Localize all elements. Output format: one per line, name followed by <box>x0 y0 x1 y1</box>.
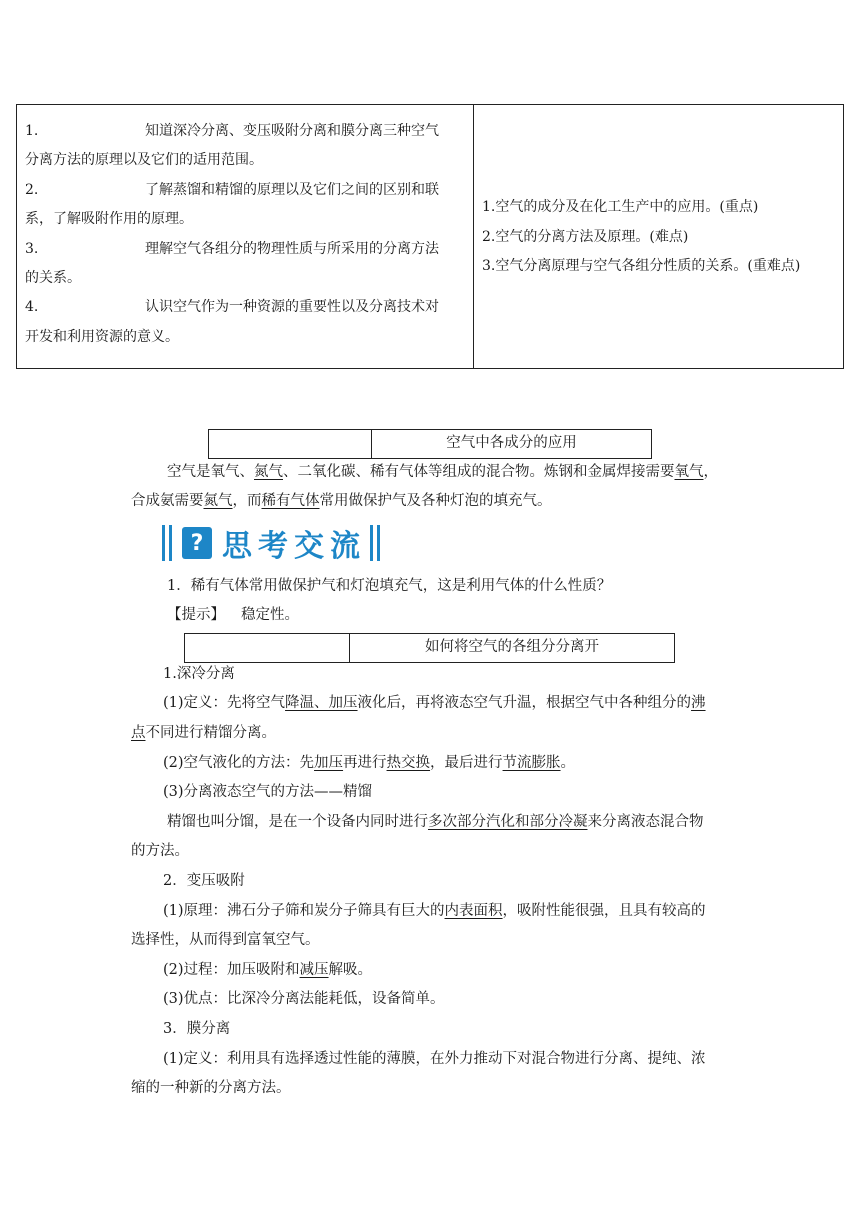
text: ， <box>703 464 718 480</box>
text: ，最后进行 <box>430 755 503 771</box>
subsection-heading: 3．膜分离 <box>163 1021 231 1037</box>
objective-text: 了解蒸馏和精馏的原理以及它们之间的区别和联 <box>145 181 439 198</box>
objective-text: 理解空气各组分的物理性质与所采用的分离方法 <box>145 240 439 257</box>
text: ，吸附性能很强，且具有较高的 <box>502 903 706 919</box>
fill-blank: 多次部分汽化和部分冷凝 <box>428 814 588 830</box>
fill-blank: 稀有气体 <box>261 493 320 509</box>
text: 合成氨需要 <box>131 493 204 509</box>
objective-item <box>25 235 465 294</box>
text: 精馏也叫分馏，是在一个设备内同时进行 <box>167 814 428 830</box>
think-hint <box>167 600 299 630</box>
objectives-table <box>16 104 844 369</box>
text: 空气是氧气、 <box>167 464 254 480</box>
objective-number: 2. <box>25 181 39 198</box>
fill-blank: 氮气 <box>254 464 283 480</box>
paragraph-cont: 缩的一种新的分离方法。 <box>131 1080 291 1096</box>
think-exchange-banner <box>162 521 384 565</box>
fill-blank: 氮气 <box>203 493 233 509</box>
paragraph-cont: 选择性，从而得到富氧空气。 <box>131 932 320 948</box>
fill-blank: 氧气 <box>674 464 704 480</box>
text: (2)过程：加压吸附和 <box>163 962 300 978</box>
fill-blank: 热交换 <box>386 755 431 771</box>
fill-blank: 加压 <box>314 755 344 771</box>
banner-bar <box>162 525 165 561</box>
paragraph <box>163 748 575 778</box>
fill-blank: 沸 <box>691 695 706 711</box>
paragraph <box>163 688 706 718</box>
text: (2)空气液化的方法：先 <box>163 755 315 771</box>
objective-text-cont: 开发和利用资源的意义。 <box>25 328 179 345</box>
paragraph-cont: 的方法。 <box>131 843 189 859</box>
text: 常用做保护气及各种灯泡的填充气。 <box>319 493 552 509</box>
objective-text: 知道深冷分离、变压吸附分离和膜分离三种空气 <box>145 123 439 139</box>
section1-paragraph-line2 <box>131 486 751 516</box>
text: 来分离液态混合物 <box>587 814 704 830</box>
section-header-blank <box>209 430 372 458</box>
text: 液化后，再将液态空气升温，根据空气中各种组分的 <box>357 695 692 711</box>
text: 、二氧化碳、稀有气体等组成的混合物。炼钢和金属焊接需要 <box>283 464 675 480</box>
banner-bar <box>377 525 380 561</box>
text: 再进行 <box>343 755 387 771</box>
fill-blank: 减压 <box>299 962 329 978</box>
key-point: 2.空气的分离方法及原理。(难点) <box>482 228 689 245</box>
paragraph <box>163 896 706 926</box>
objective-text-cont: 分离方法的原理以及它们的适用范围。 <box>25 152 263 169</box>
key-point: 3.空气分离原理与空气各组分性质的关系。(重难点) <box>482 258 801 274</box>
text: 解吸。 <box>328 962 373 978</box>
paragraph <box>163 955 372 985</box>
section1-paragraph-line1 <box>167 457 767 487</box>
banner-bar <box>169 525 172 561</box>
text: 。 <box>560 755 576 771</box>
banner-bar <box>370 525 373 561</box>
learning-objectives-cell <box>17 105 474 368</box>
hint-label: 【提示】 <box>167 607 225 623</box>
key-point: 1.空气的成分及在化工生产中的应用。(重点) <box>482 199 759 215</box>
section-title: 空气中各成分的应用 <box>446 435 577 451</box>
fill-blank: 节流膨胀 <box>502 755 561 771</box>
objective-number: 3. <box>25 240 39 257</box>
subsection-heading: 2．变压吸附 <box>163 873 245 889</box>
banner-title: 思考交流 <box>222 529 366 564</box>
paragraph: (1)定义：利用具有选择透过性能的薄膜，在外力推动下对混合物进行分离、提纯、浓 <box>163 1051 706 1067</box>
objective-text-cont: 系，了解吸附作用的原理。 <box>25 211 193 228</box>
paragraph: (3)分离液态空气的方法——精馏 <box>163 784 373 800</box>
paragraph-cont <box>131 718 276 748</box>
objective-number: 1. <box>25 123 39 139</box>
key-points-cell <box>474 105 843 368</box>
section-header-blank <box>185 634 350 662</box>
think-question: 1．稀有气体常用做保护气和灯泡填充气，这是利用气体的什么性质？ <box>167 578 612 594</box>
fill-blank: 点 <box>131 725 146 741</box>
objective-item <box>25 176 465 235</box>
text: 不同进行精馏分离。 <box>145 725 276 741</box>
question-mark-icon: ? <box>182 527 212 559</box>
objective-number: 4. <box>25 299 39 316</box>
subsection-heading: 1.深冷分离 <box>163 666 235 682</box>
objective-item <box>25 293 465 352</box>
paragraph <box>167 807 704 837</box>
text: ，而 <box>232 493 262 509</box>
paragraph: (3)优点：比深冷分离法能耗低，设备简单。 <box>163 991 445 1007</box>
text: (1)定义：先将空气 <box>163 695 286 711</box>
section-title: 如何将空气的各组分分离开 <box>425 639 599 655</box>
fill-blank: 降温、加压 <box>285 695 358 711</box>
objective-text: 认识空气作为一种资源的重要性以及分离技术对 <box>145 299 439 316</box>
objective-item <box>25 117 465 176</box>
objective-text-cont: 的关系。 <box>25 270 81 287</box>
section-header-2 <box>184 633 675 663</box>
section-header-1 <box>208 429 652 459</box>
text: (1)原理：沸石分子筛和炭分子筛具有巨大的 <box>163 903 445 919</box>
fill-blank: 内表面积 <box>444 903 503 919</box>
hint-text: 稳定性。 <box>241 607 299 623</box>
